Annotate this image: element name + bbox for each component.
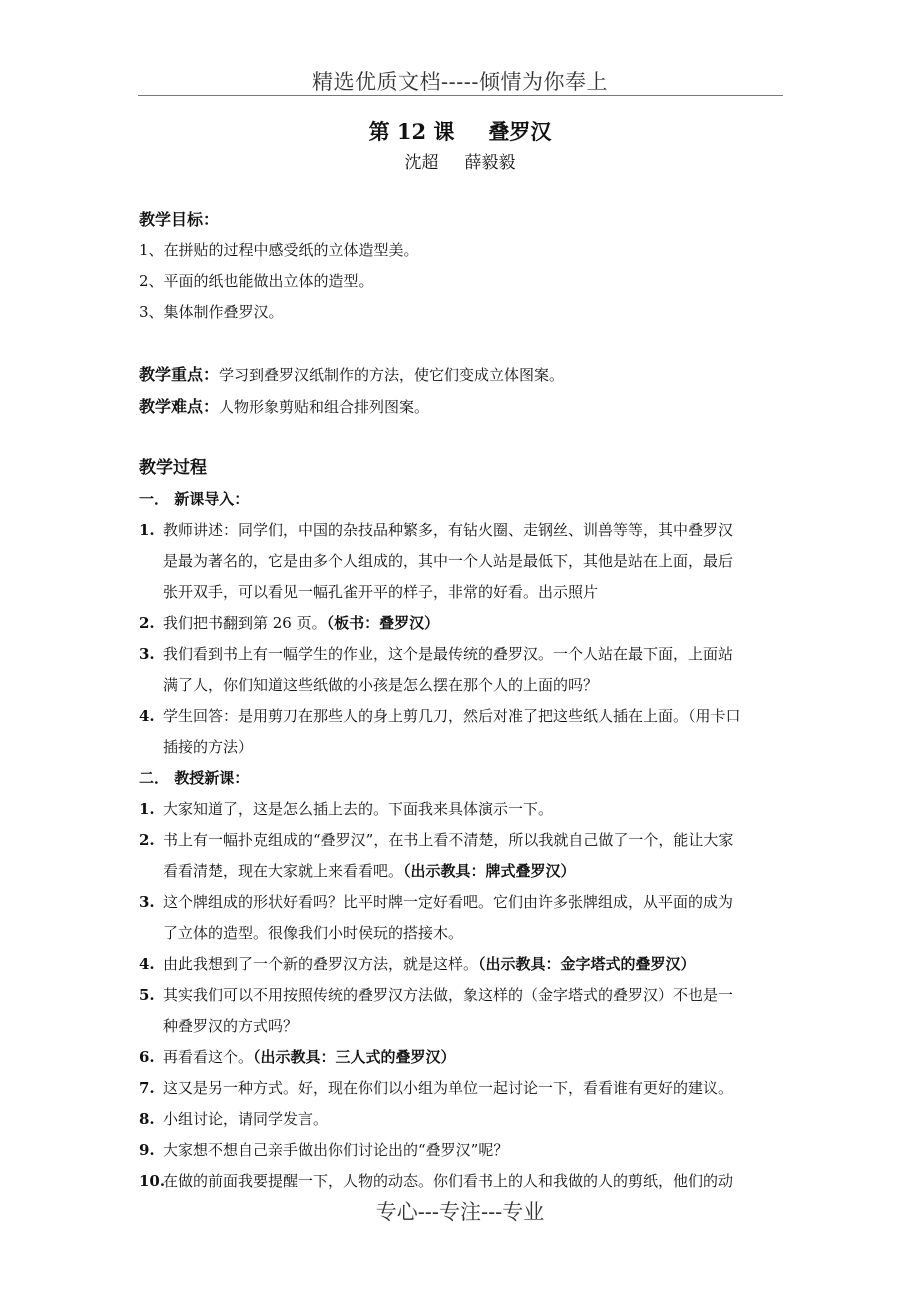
- list-item: 7. 这又是另一种方式。好，现在你们以小组为单位一起讨论一下，看看谁有更好的建议。: [139, 1079, 734, 1097]
- key-point: [139, 359, 784, 391]
- authors: [0, 148, 920, 173]
- lesson-title: [0, 116, 920, 146]
- difficulty: [139, 391, 784, 423]
- objective-item: 1、在拼贴的过程中感受纸的立体造型美。: [139, 241, 419, 259]
- list-item: 9. 大家想不想自己亲手做出你们讨论出的“叠罗汉”呢？: [139, 1141, 509, 1159]
- list-item: 4. 学生回答：是用剪刀在那些人的身上剪几刀，然后对准了把这些纸人插在上面。（用卡口 插接的方法）: [139, 707, 741, 756]
- list-item: 5. 其实我们可以不用按照传统的叠罗汉方法做，象这样的（金字塔式的叠罗汉）不也是一 种叠罗汉的方式吗？: [139, 986, 734, 1035]
- difficulty-text: 人物形象剪贴和组合排列图案。: [219, 398, 430, 416]
- objectives-heading: 教学目标：: [139, 210, 220, 229]
- key-point-label: 教学重点：: [139, 365, 220, 384]
- author-2: 薛毅毅: [464, 153, 516, 173]
- list-item: 4. 由此我想到了一个新的叠罗汉方法，就是这样。（出示教具：金字塔式的叠罗汉）: [139, 955, 696, 973]
- list-item: 10. 在做的前面我要提醒一下，人物的动态。你们看书上的人和我做的人的剪纸，他们的动: [139, 1172, 734, 1190]
- list-item: 6. 再看看这个。（出示教具：三人式的叠罗汉）: [139, 1048, 456, 1066]
- page-footer: 专心---专注---专业: [375, 1200, 545, 1224]
- lesson-number: 第 12 课: [368, 119, 455, 144]
- difficulty-label: 教学难点：: [139, 397, 220, 416]
- author-1: 沈超: [404, 153, 439, 173]
- list-item: 8. 小组讨论，请同学发言。: [139, 1110, 329, 1128]
- document-body: [139, 204, 784, 1197]
- list-item: 3. 我们看到书上有一幅学生的作业，这个是最传统的叠罗汉。一个人站在最下面，上面站 满了人，你们知道这些纸做的小孩是怎么摆在那个人的上面的吗？: [139, 645, 734, 694]
- header-divider: [138, 95, 783, 96]
- list-item: 1. 大家知道了，这是怎么插上去的。下面我来具体演示一下。: [139, 800, 554, 818]
- part1-heading: 一． 新课导入：: [139, 490, 250, 508]
- page-header: 精选优质文档-----倾情为你奉上: [312, 70, 608, 94]
- list-item: 2. 我们把书翻到第 26 页。（板书：叠罗汉）: [139, 614, 440, 632]
- key-point-text: 学习到叠罗汉纸制作的方法，使它们变成立体图案。: [219, 366, 565, 384]
- objective-item: 3、集体制作叠罗汉。: [139, 303, 284, 321]
- list-item: 3. 这个牌组成的形状好看吗？比平时牌一定好看吧。它们由许多张牌组成，从平面的成为 了立体的造型。很像我们小时侯玩的搭接木。: [139, 893, 734, 942]
- objective-item: 2、平面的纸也能做出立体的造型。: [139, 272, 374, 290]
- list-item: 1. 教师讲述：同学们，中国的杂技品种繁多，有钻火圈、走钢丝、训兽等等，其中叠罗汉 是最为著名的，它是由多个人组成的，其中一个人站是最低下，其他是站在上面，最后 张开双手，可以看见一幅孔雀开平的样子，非常的好看。出示照片: [139, 521, 734, 601]
- part2-heading: 二． 教授新课：: [139, 769, 250, 787]
- list-item: 2. 书上有一幅扑克组成的“叠罗汉”，在书上看不清楚，所以我就自己做了一个，能让大家 看看清楚，现在大家就上来看看吧。（出示教具：牌式叠罗汉）: [139, 831, 734, 880]
- process-heading: 教学过程: [139, 458, 207, 478]
- lesson-name: 叠罗汉: [488, 119, 552, 144]
